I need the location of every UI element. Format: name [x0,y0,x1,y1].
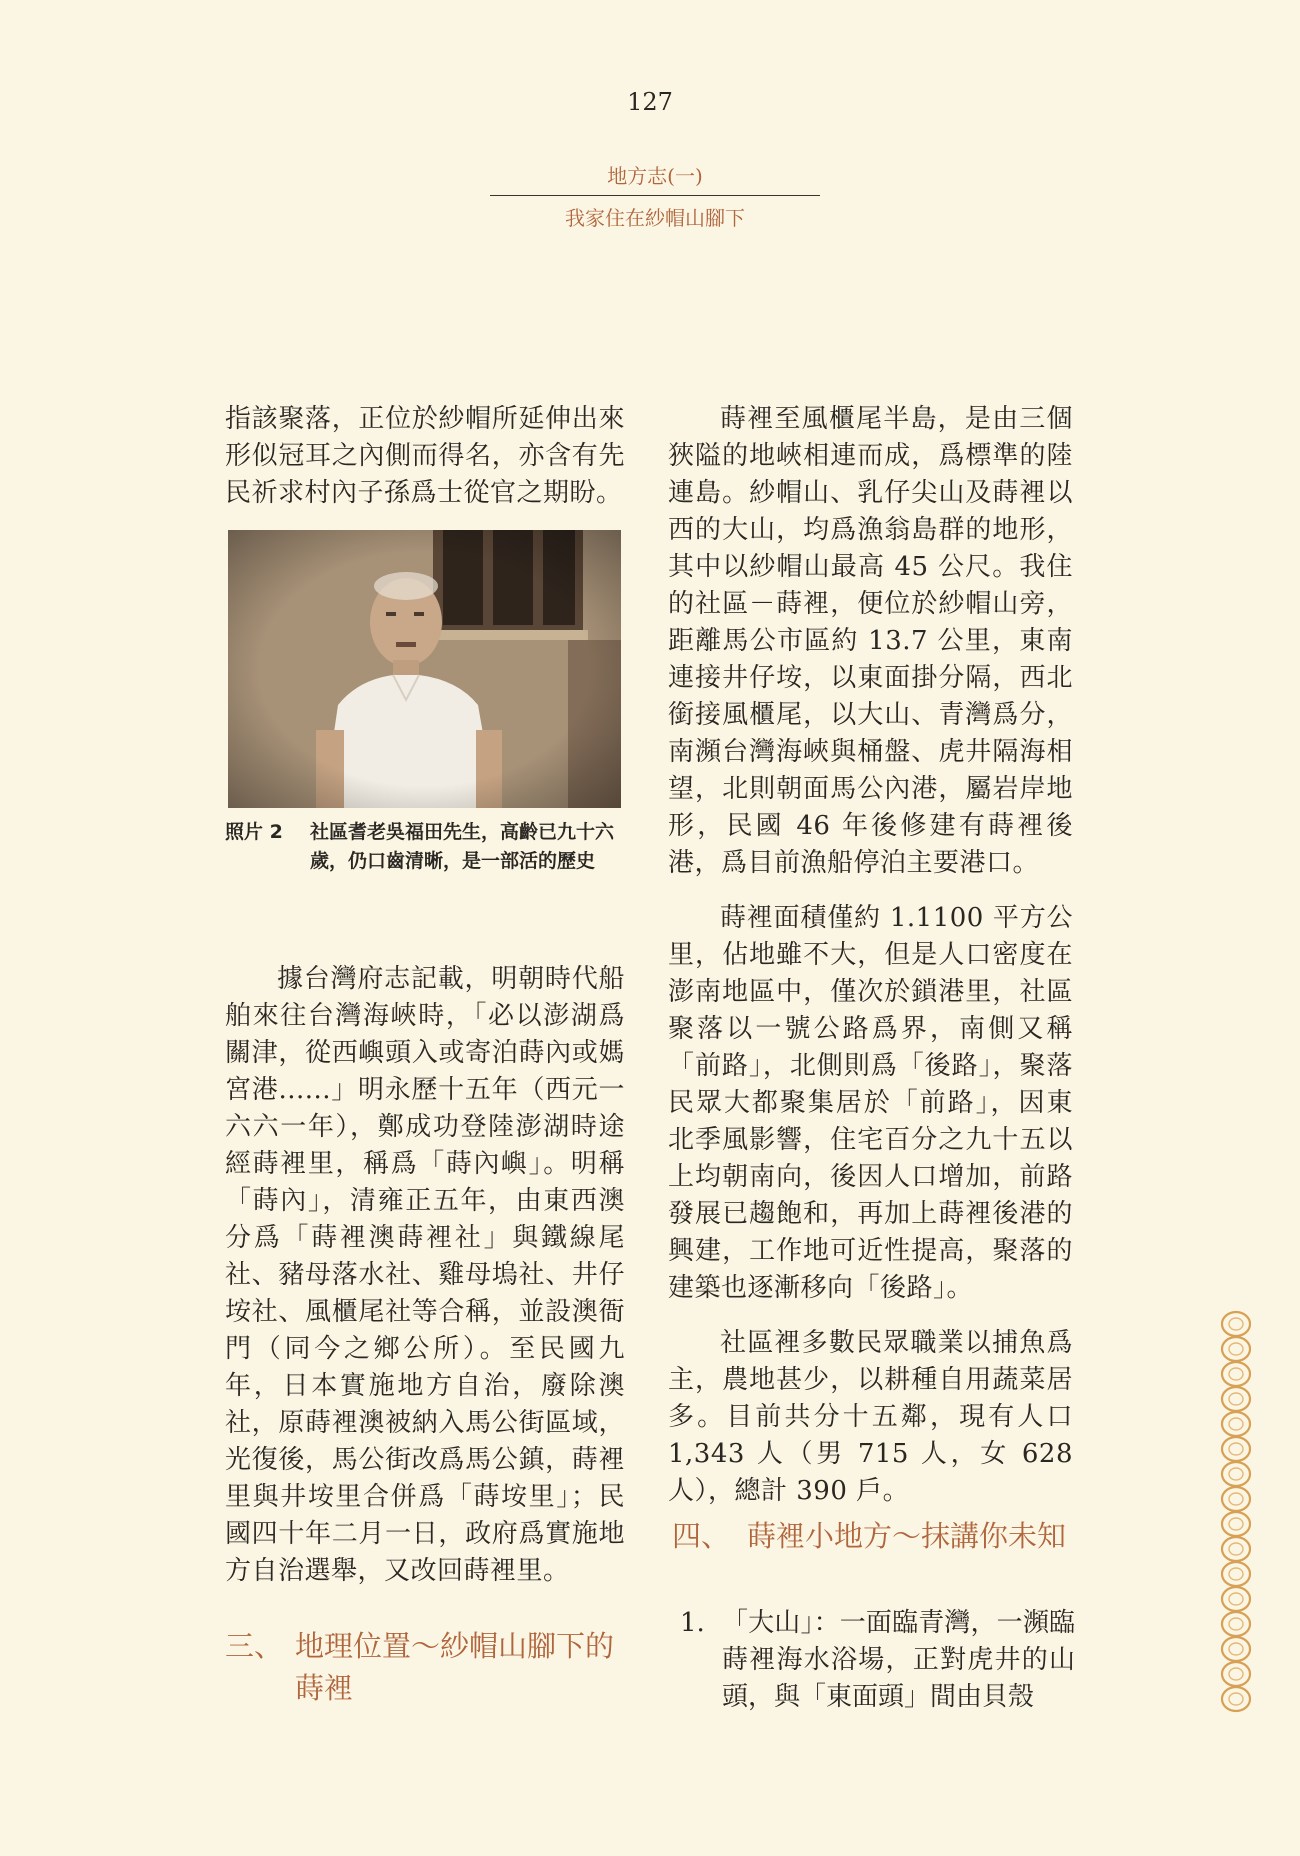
page-number: 127 [627,88,673,116]
left-intro [225,401,625,512]
decorative-ornament-strip [1218,1310,1254,1715]
population-density-paragraph: 蒔裡面積僅約 1.1100 平方公里，佔地雖不大，但是人口密度在澎南地區中，僅次於鎖港里，社區聚落以一號公路爲界，南側又稱「前路」，北側則爲「後路」，聚落民眾大都聚集居於「前路」，因東北季風影響，住宅百分之九十五以上均朝南向，後因人口增加，前路發展已趨飽和，再加上蒔裡後港的興建，工作地可近性提高，聚落的建築也逐漸移向「後路」。 [668,903,1073,1303]
list-item-1-text: 「大山」：一面臨青灣，一瀕臨蒔裡海水浴場，正對虎井的山頭，與「東面頭」間由貝殼 [722,1608,1075,1712]
list-item-1-number: 1. [680,1608,705,1638]
section-3-number: 三、 [225,1629,284,1663]
photo-caption [225,818,625,876]
section-4-heading [672,1515,1072,1557]
running-head [490,160,820,231]
history-paragraph: 據台灣府志記載，明朝時代船舶來往台灣海峽時，「必以澎湖爲關津，從西嶼頭入或寄泊蒔內或媽宮港......」明永歷十五年（西元一六六一年），鄭成功登陸澎湖時途經蒔裡里，稱爲「蒔內嶼」。明稱「蒔內」，清雍正五年，由東西澳分爲「蒔裡澳蒔裡社」與鐵線尾社、豬母落水社、雞母塢社、井仔垵社、風櫃尾社等合稱，並設澳衙門（同今之鄉公所）。至民國九年，日本實施地方自治，廢除澳社，原蒔裡澳被納入馬公街區域，光復後，馬公街改爲馬公鎮，蒔裡里與井垵里合併爲「蒔垵里」；民國四十年二月一日，政府爲實施地方自治選舉，又改回蒔裡里。 [225,964,625,1586]
section-3-title: 地理位置～紗帽山腳下的蒔裡 [295,1629,615,1705]
series-title: 地方志(一) [607,164,703,188]
occupation-paragraph: 社區裡多數民眾職業以捕魚爲主，農地甚少，以耕種自用蔬菜居多。目前共分十五鄰，現有人口 1,343 人（男 715 人，女 628 人），總計 390 戶。 [668,1328,1073,1506]
section-3-heading [225,1625,625,1709]
photo-caption-text: 社區耆老吳福田先生，高齡已九十六歲，仍口齒清晰，是一部活的歷史 [310,821,615,872]
section-4-number: 四、 [672,1519,731,1553]
right-column [668,401,1073,1510]
intro-paragraph: 指該聚落，正位於紗帽所延伸出來形似冠耳之內側而得名，亦含有先民祈求村內子孫爲士從官之期盼。 [225,404,625,508]
terrain-paragraph: 蒔裡至風櫃尾半島，是由三個狹隘的地峽相連而成，爲標準的陸連島。紗帽山、乳仔尖山及蒔裡以西的大山，均爲漁翁島群的地形，其中以紗帽山最高 45 公尺。我住的社區－蒔裡，便位於紗帽山旁，距離馬公市區約 13.7 公里，東南連接井仔垵，以東面掛分隔，西北銜接風櫃尾，以大山、青灣爲分，南瀕台灣海峽與桶盤、虎井隔海相望，北則朝面馬公內港，屬岩岸地形，民國 46 年後修建有蒔裡後港，爲目前漁船停泊主要港口。 [668,404,1073,878]
article-title: 我家住在紗帽山腳下 [565,206,745,230]
elder-photo [228,530,621,808]
section-4-title: 蒔裡小地方～抹講你未知 [747,1519,1067,1553]
header-rule [490,195,820,196]
list-item-1 [680,1605,1075,1716]
left-history [225,961,625,1590]
photo-caption-label: 照片 2 [225,821,283,843]
elder-photo-image [228,530,621,808]
